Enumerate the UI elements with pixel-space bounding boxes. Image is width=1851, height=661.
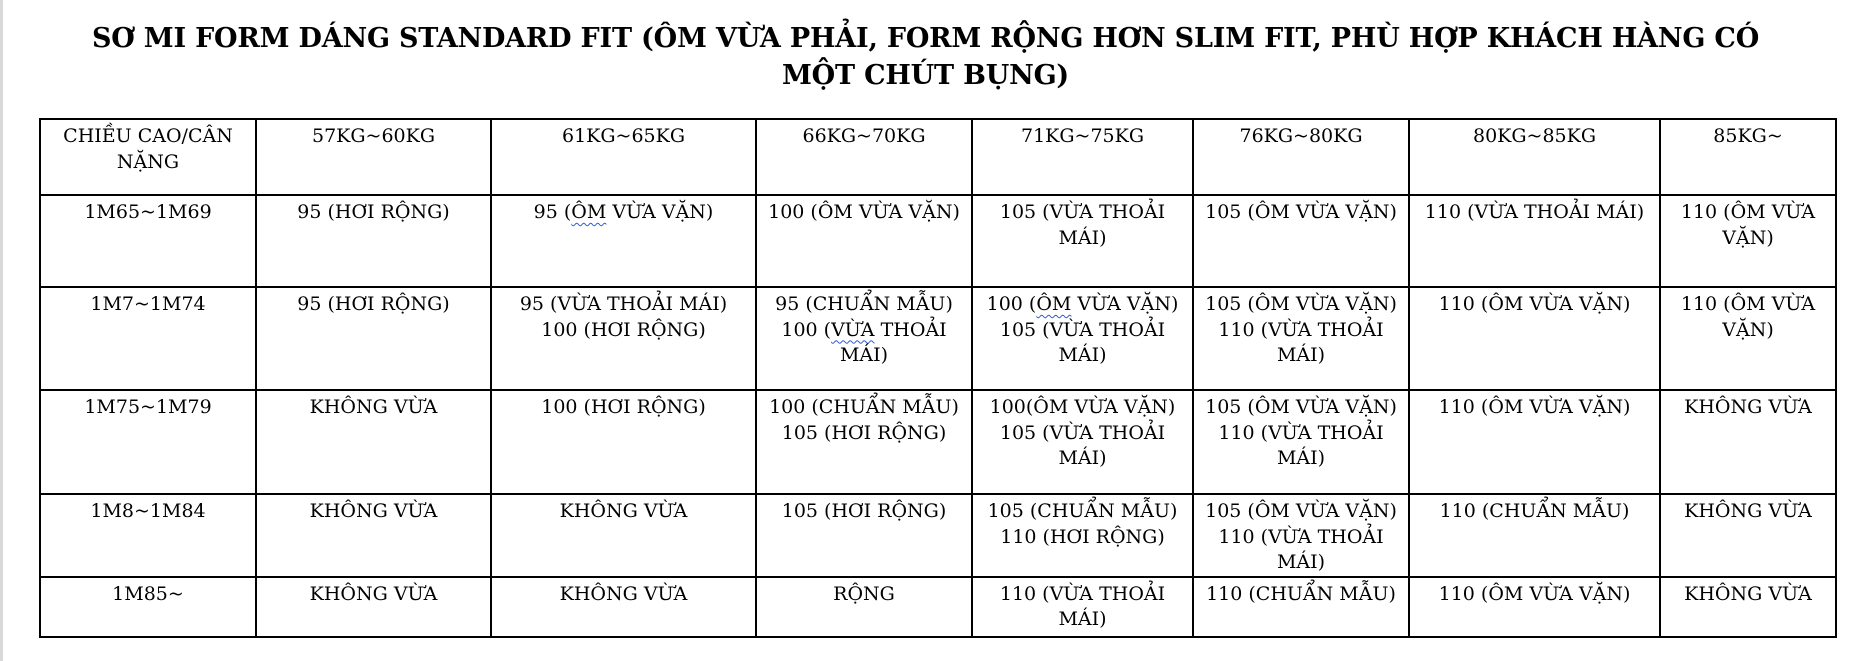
header-cell-76-80kg: 76KG~80KG	[1193, 119, 1409, 195]
table-cell: KHÔNG VỪA	[256, 494, 491, 577]
table-cell: 95 (ÔM VỪA VẶN)	[491, 195, 756, 287]
table-cell: 110 (VỪA THOẢI MÁI)	[1409, 195, 1660, 287]
header-cell-61-65kg: 61KG~65KG	[491, 119, 756, 195]
table-cell	[972, 494, 1193, 577]
table-cell: KHÔNG VỪA	[1660, 577, 1836, 637]
table-cell: 110 (ÔM VỪA VẶN)	[1660, 195, 1836, 287]
cell-text-line: 110 (HƠI RỘNG)	[1000, 525, 1165, 548]
table-cell: 110 (ÔM VỪA VẶN)	[1409, 287, 1660, 390]
header-cell-71-75kg: 71KG~75KG	[972, 119, 1193, 195]
table-cell: KHÔNG VỪA	[1660, 494, 1836, 577]
title-line-2: MỘT CHÚT BỤNG)	[781, 60, 1069, 91]
cell-text-line: 100 (VỪA THOẢI MÁI)	[781, 318, 947, 366]
table-cell: KHÔNG VỪA	[256, 577, 491, 637]
cell-text-line: 105 (HƠI RỘNG)	[781, 421, 947, 444]
table-cell: 105 (HƠI RỘNG)	[756, 494, 972, 577]
table-cell: 1M8~1M84	[40, 494, 256, 577]
table-cell	[1193, 287, 1409, 390]
table-cell: 95 (HƠI RỘNG)	[256, 195, 491, 287]
table-cell: 95 (HƠI RỘNG)	[256, 287, 491, 390]
table-cell: 1M65~1M69	[40, 195, 256, 287]
cell-text-line: 110 (VỪA THOẢI MÁI)	[1218, 525, 1384, 573]
spellcheck-underline: VỪA	[831, 318, 875, 341]
cell-text-line: 110 (VỪA THOẢI MÁI)	[1218, 318, 1384, 366]
table-cell: 110 (CHUẨN MẪU)	[1193, 577, 1409, 637]
table-row	[40, 390, 1836, 494]
table-cell: 100 (HƠI RỘNG)	[491, 390, 756, 494]
size-chart-table	[39, 118, 1837, 638]
cell-text-line: 105 (ÔM VỪA VẶN)	[1205, 396, 1397, 418]
table-cell: KHÔNG VỪA	[256, 390, 491, 494]
cell-text-line: 105 (CHUẨN MẪU)	[987, 500, 1178, 522]
spellcheck-underline: ÔM	[571, 201, 607, 223]
table-cell	[756, 390, 972, 494]
cell-text-line: 95 (VỪA THOẢI MÁI)	[519, 293, 728, 315]
cell-text-line: 110 (VỪA THOẢI MÁI)	[1218, 421, 1384, 469]
cell-text-line: 105 (VỪA THOẢI MÁI)	[999, 318, 1166, 366]
header-cell-66-70kg: 66KG~70KG	[756, 119, 972, 195]
table-cell: KHÔNG VỪA	[491, 577, 756, 637]
table-cell	[972, 390, 1193, 494]
table-cell: KHÔNG VỪA	[1660, 390, 1836, 494]
page-edge	[0, 0, 3, 661]
table-cell: RỘNG	[756, 577, 972, 637]
table-header-row	[40, 119, 1836, 195]
table-cell	[1193, 494, 1409, 577]
cell-text-line: 100 (ÔM VỪA VẶN)	[986, 293, 1179, 315]
title-line-1: SƠ MI FORM DÁNG STANDARD FIT (ÔM VỪA PHẢI, FORM RỘNG HƠN SLIM FIT, PHÙ HỢP KHÁCH HÀNG CÓ	[91, 23, 1760, 54]
cell-text-line: 95 (CHUẨN MẪU)	[775, 293, 953, 315]
table-row	[40, 577, 1836, 637]
table-row	[40, 287, 1836, 390]
table-cell: 110 (ÔM VỪA VẶN)	[1409, 390, 1660, 494]
table-row	[40, 195, 1836, 287]
header-cell-57-60kg: 57KG~60KG	[256, 119, 491, 195]
cell-text-line: 105 (ÔM VỪA VẶN)	[1205, 293, 1397, 315]
document-title	[0, 20, 1851, 94]
table-cell: 1M85~	[40, 577, 256, 637]
header-cell-85kg-plus: 85KG~	[1660, 119, 1836, 195]
table-cell: 110 (ÔM VỪA VẶN)	[1409, 577, 1660, 637]
table-cell	[756, 287, 972, 390]
table-cell: KHÔNG VỪA	[491, 494, 756, 577]
header-cell-80-85kg: 80KG~85KG	[1409, 119, 1660, 195]
table-cell	[1193, 390, 1409, 494]
table-cell: 105 (VỪA THOẢI MÁI)	[972, 195, 1193, 287]
table-cell: 110 (ÔM VỪA VẶN)	[1660, 287, 1836, 390]
table-cell	[972, 287, 1193, 390]
cell-text-line: 100 (CHUẨN MẪU)	[769, 396, 959, 418]
table-cell: 1M7~1M74	[40, 287, 256, 390]
spellcheck-underline: ÔM	[1036, 293, 1072, 315]
table-cell: 105 (ÔM VỪA VẶN)	[1193, 195, 1409, 287]
table-cell	[491, 287, 756, 390]
table-cell: 110 (CHUẨN MẪU)	[1409, 494, 1660, 577]
cell-text-line: 100 (HƠI RỘNG)	[541, 318, 706, 341]
cell-text-line: 105 (ÔM VỪA VẶN)	[1205, 500, 1397, 522]
header-cell-height-weight: CHIỀU CAO/CÂN NẶNG	[40, 119, 256, 195]
cell-text-line: 100(ÔM VỪA VẶN)	[989, 396, 1176, 418]
table-row	[40, 494, 1836, 577]
table-cell: 110 (VỪA THOẢI MÁI)	[972, 577, 1193, 637]
table-cell: 100 (ÔM VỪA VẶN)	[756, 195, 972, 287]
cell-text-line: 105 (VỪA THOẢI MÁI)	[999, 421, 1166, 469]
table-cell: 1M75~1M79	[40, 390, 256, 494]
